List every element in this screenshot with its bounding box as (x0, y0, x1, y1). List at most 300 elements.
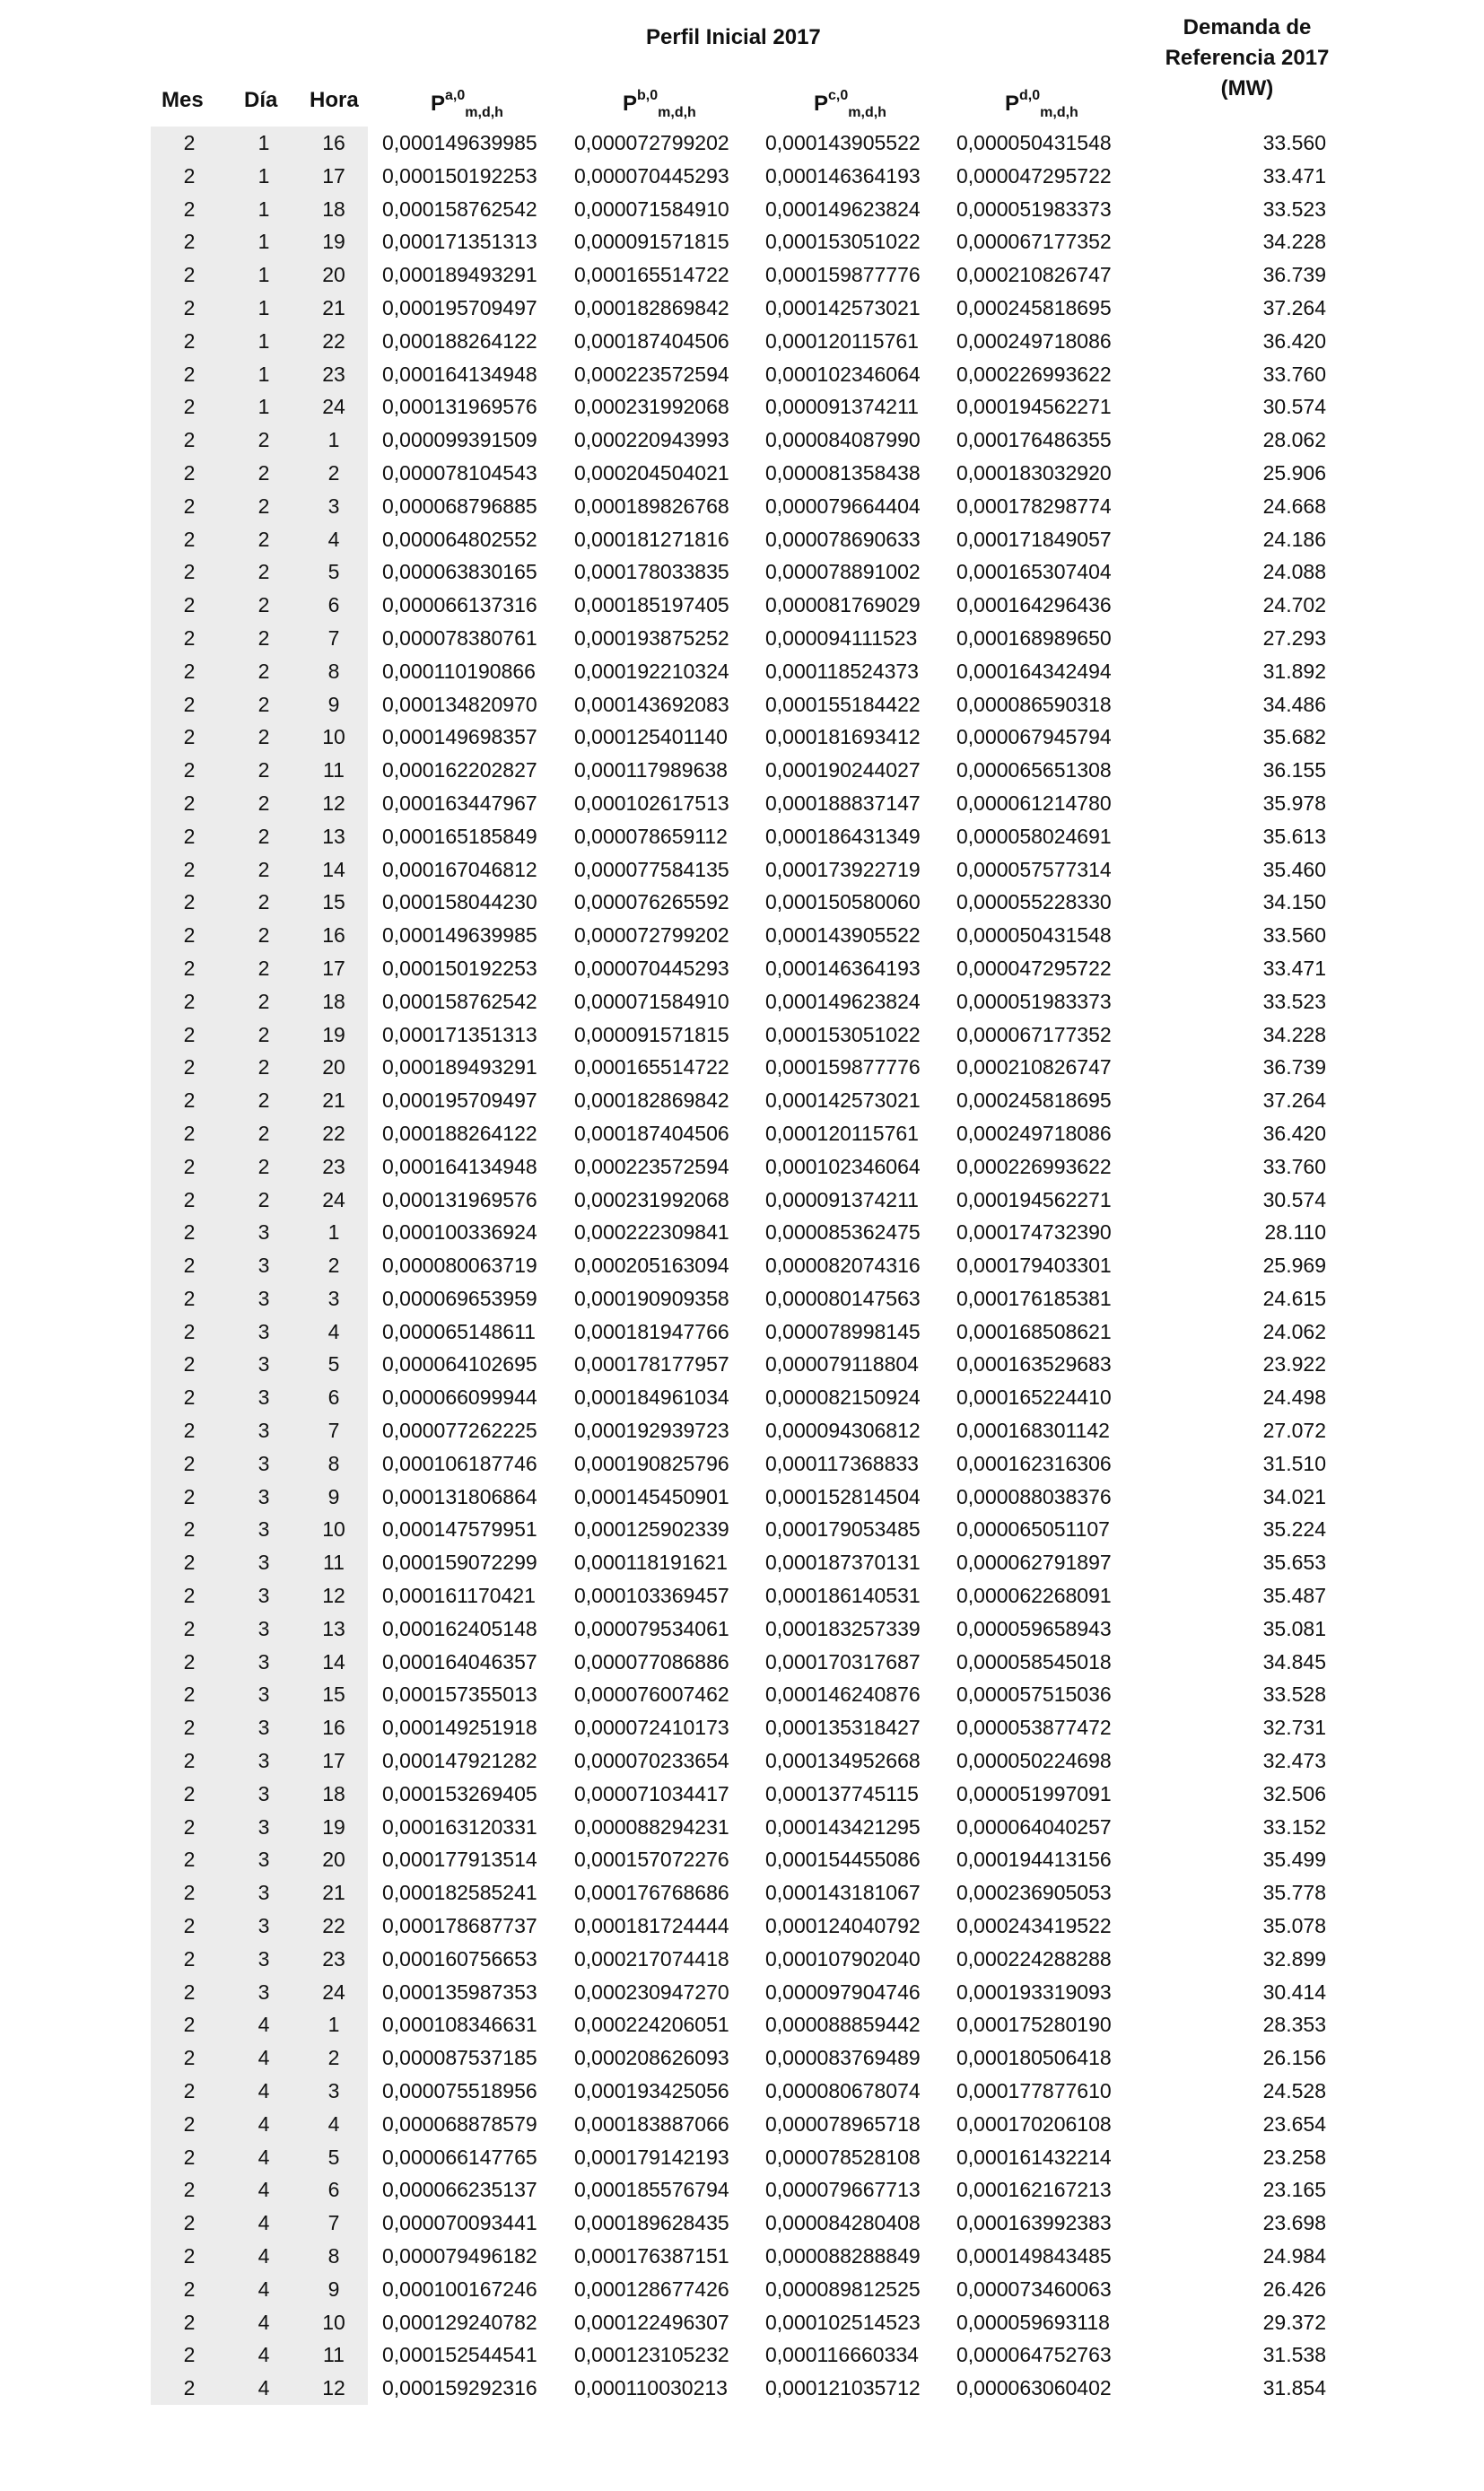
cell-pc: 0,000179053485 (765, 1517, 921, 1542)
cell-pc: 0,000146240876 (765, 1683, 921, 1707)
cell-pc: 0,000082150924 (765, 1385, 921, 1410)
cell-demanda: 24.088 (1262, 560, 1326, 584)
cell-pb: 0,000070233654 (574, 1749, 729, 1773)
cell-hora: 18 (300, 1778, 368, 1811)
cell-hora: 24 (300, 1976, 368, 2009)
cell-demanda: 23.258 (1262, 2145, 1326, 2169)
cell-demanda: 32.473 (1262, 1749, 1326, 1773)
p-subscript: m,d,h (658, 105, 696, 120)
cell-pc: 0,000181693412 (765, 725, 921, 749)
cell-hora: 13 (300, 820, 368, 853)
table-row (151, 1282, 1335, 1315)
cell-mes: 2 (151, 1646, 228, 1679)
cell-dia: 3 (228, 1447, 300, 1481)
cell-pb: 0,000178033835 (574, 560, 729, 584)
cell-pc: 0,000091374211 (765, 395, 919, 419)
cell-demanda: 25.906 (1262, 460, 1326, 485)
cell-mes: 2 (151, 1348, 228, 1381)
cell-mes: 2 (151, 258, 228, 292)
cell-pd: 0,000067177352 (956, 1022, 1112, 1046)
cell-hora: 9 (300, 688, 368, 721)
table-row (151, 490, 1335, 523)
cell-pb: 0,000103369457 (574, 1584, 729, 1608)
cell-hora: 16 (300, 919, 368, 952)
table-row (151, 1381, 1335, 1414)
cell-hora: 1 (300, 2008, 368, 2041)
cell-pb: 0,000071584910 (574, 197, 729, 221)
cell-mes: 2 (151, 1084, 228, 1117)
cell-mes: 2 (151, 1447, 228, 1481)
p-subscript: m,d,h (848, 105, 886, 120)
table-row (151, 292, 1335, 325)
cell-pa: 0,000157355013 (382, 1683, 537, 1707)
cell-demanda: 34.845 (1262, 1649, 1326, 1674)
table-row (151, 1744, 1335, 1778)
cell-dia: 2 (228, 985, 300, 1018)
cell-dia: 3 (228, 1348, 300, 1381)
cell-mes: 2 (151, 1481, 228, 1514)
p-superscript: c,0 (828, 88, 849, 103)
cell-demanda: 33.471 (1262, 163, 1326, 188)
cell-pc: 0,000120115761 (765, 1121, 919, 1145)
cell-pb: 0,000070445293 (574, 163, 729, 188)
cell-pd: 0,000067945794 (956, 725, 1112, 749)
cell-pd: 0,000059658943 (956, 1616, 1112, 1640)
cell-pc: 0,000183257339 (765, 1616, 921, 1640)
cell-hora: 19 (300, 225, 368, 258)
cell-pa: 0,000164046357 (382, 1649, 537, 1674)
cell-demanda: 24.984 (1262, 2244, 1326, 2268)
table-row (151, 457, 1335, 490)
cell-hora: 10 (300, 2306, 368, 2339)
cell-demanda: 35.487 (1262, 1584, 1326, 1608)
cell-pb: 0,000110030213 (574, 2376, 728, 2400)
cell-dia: 4 (228, 2306, 300, 2339)
cell-mes: 2 (151, 754, 228, 787)
cell-mes: 2 (151, 127, 228, 160)
cell-pd: 0,000063060402 (956, 2376, 1112, 2400)
cell-pa: 0,000147579951 (382, 1517, 537, 1542)
cell-pc: 0,000173922719 (765, 857, 921, 881)
cell-dia: 2 (228, 1184, 300, 1217)
column-header-hora: Hora (310, 88, 359, 112)
cell-pc: 0,000188837147 (765, 791, 921, 815)
cell-dia: 1 (228, 225, 300, 258)
cell-pc: 0,000150580060 (765, 890, 921, 914)
cell-pc: 0,000186431349 (765, 824, 921, 848)
cell-pb: 0,000088294231 (574, 1814, 729, 1839)
cell-mes: 2 (151, 1513, 228, 1546)
cell-pa: 0,000162202827 (382, 758, 537, 782)
cell-pa: 0,000131806864 (382, 1484, 537, 1508)
cell-pa: 0,000134820970 (382, 692, 537, 716)
cell-hora: 7 (300, 2207, 368, 2240)
table-row (151, 2338, 1335, 2372)
cell-pb: 0,000204504021 (574, 460, 729, 485)
demand-header (1122, 13, 1373, 104)
cell-pd: 0,000183032920 (956, 460, 1112, 485)
cell-pa: 0,000149639985 (382, 923, 537, 948)
cell-pd: 0,000249718086 (956, 1121, 1112, 1145)
cell-demanda: 35.778 (1262, 1881, 1326, 1905)
table-row (151, 1051, 1335, 1084)
table-row (151, 1018, 1335, 1052)
cell-pb: 0,000181724444 (574, 1914, 729, 1938)
cell-pc: 0,000080678074 (765, 2079, 921, 2103)
cell-pc: 0,000153051022 (765, 230, 921, 254)
cell-pa: 0,000149251918 (382, 1716, 537, 1740)
cell-pb: 0,000182869842 (574, 1088, 729, 1113)
cell-demanda: 24.186 (1262, 527, 1326, 551)
cell-pb: 0,000070445293 (574, 956, 729, 980)
cell-pa: 0,000147921282 (382, 1749, 537, 1773)
cell-pb: 0,000187404506 (574, 328, 729, 353)
cell-dia: 4 (228, 2075, 300, 2108)
cell-pd: 0,000051983373 (956, 989, 1112, 1013)
cell-pa: 0,000171351313 (382, 1022, 537, 1046)
cell-pc: 0,000094111523 (765, 625, 918, 650)
cell-mes: 2 (151, 390, 228, 424)
cell-pc: 0,000154455086 (765, 1848, 921, 1872)
cell-pa: 0,000159292316 (382, 2376, 537, 2400)
cell-hora: 6 (300, 1381, 368, 1414)
cell-demanda: 30.414 (1262, 1980, 1326, 2004)
cell-pd: 0,000149843485 (956, 2244, 1112, 2268)
cell-dia: 2 (228, 424, 300, 457)
table-row (151, 1117, 1335, 1150)
cell-pa: 0,000189493291 (382, 1055, 537, 1079)
cell-pa: 0,000158044230 (382, 890, 537, 914)
cell-mes: 2 (151, 457, 228, 490)
cell-pb: 0,000193875252 (574, 625, 729, 650)
cell-pa: 0,000108346631 (382, 2013, 537, 2037)
cell-pc: 0,000085362475 (765, 1220, 921, 1245)
cell-pb: 0,000189826768 (574, 494, 729, 518)
cell-dia: 3 (228, 1711, 300, 1744)
table-row (151, 523, 1335, 556)
table-row (151, 787, 1335, 820)
cell-pd: 0,000165307404 (956, 560, 1112, 584)
cell-hora: 23 (300, 358, 368, 391)
cell-pc: 0,000143905522 (765, 131, 921, 154)
cell-hora: 7 (300, 1414, 368, 1447)
cell-demanda: 33.523 (1262, 989, 1326, 1013)
cell-demanda: 31.510 (1262, 1451, 1326, 1475)
table-row (151, 1184, 1335, 1217)
table-row (151, 2041, 1335, 2075)
cell-pa: 0,000106187746 (382, 1451, 537, 1475)
cell-dia: 4 (228, 2008, 300, 2041)
cell-hora: 24 (300, 390, 368, 424)
table-row (151, 1876, 1335, 1910)
cell-demanda: 24.062 (1262, 1319, 1326, 1343)
table-row (151, 160, 1335, 193)
cell-hora: 3 (300, 490, 368, 523)
p-letter: P (1005, 92, 1020, 116)
cell-demanda: 24.615 (1262, 1286, 1326, 1310)
cell-pc: 0,000102346064 (765, 362, 921, 386)
cell-pb: 0,000208626093 (574, 2046, 729, 2070)
cell-hora: 10 (300, 1513, 368, 1546)
cell-pb: 0,000125902339 (574, 1517, 729, 1542)
cell-demanda: 34.150 (1262, 890, 1326, 914)
cell-dia: 3 (228, 1249, 300, 1282)
cell-hora: 23 (300, 1943, 368, 1976)
cell-pa: 0,000065148611 (382, 1319, 536, 1343)
cell-hora: 4 (300, 523, 368, 556)
cell-hora: 3 (300, 2075, 368, 2108)
table-row (151, 325, 1335, 358)
cell-pa: 0,000188264122 (382, 1121, 537, 1145)
cell-demanda: 33.471 (1262, 956, 1326, 980)
cell-pd: 0,000179403301 (956, 1254, 1112, 1278)
cell-pc: 0,000084280408 (765, 2211, 921, 2235)
cell-pc: 0,000159877776 (765, 263, 921, 287)
cell-demanda: 23.165 (1262, 2178, 1326, 2202)
cell-pc: 0,000155184422 (765, 692, 921, 716)
table-row (151, 655, 1335, 688)
cell-dia: 3 (228, 1678, 300, 1711)
table-row (151, 1976, 1335, 2009)
cell-demanda: 28.110 (1264, 1220, 1326, 1245)
cell-demanda: 35.653 (1262, 1551, 1326, 1575)
cell-pb: 0,000184961034 (574, 1385, 729, 1410)
cell-pb: 0,000071584910 (574, 989, 729, 1013)
table-row (151, 1414, 1335, 1447)
cell-dia: 2 (228, 1018, 300, 1052)
cell-pb: 0,000220943993 (574, 428, 729, 452)
cell-pd: 0,000194562271 (956, 395, 1112, 419)
cell-demanda: 33.528 (1262, 1683, 1326, 1707)
cell-pd: 0,000236905053 (956, 1881, 1112, 1905)
table-row (151, 1249, 1335, 1282)
cell-mes: 2 (151, 1117, 228, 1150)
cell-pc: 0,000143905522 (765, 923, 921, 948)
cell-demanda: 33.560 (1262, 131, 1326, 154)
data-table-body (151, 127, 1335, 2405)
cell-dia: 3 (228, 1646, 300, 1679)
cell-pd: 0,000162316306 (956, 1451, 1112, 1475)
cell-mes: 2 (151, 886, 228, 919)
cell-dia: 2 (228, 1117, 300, 1150)
cell-pc: 0,000081769029 (765, 593, 921, 617)
cell-pa: 0,000066235137 (382, 2178, 537, 2202)
cell-demanda: 27.293 (1262, 625, 1326, 650)
table-row (151, 1579, 1335, 1613)
cell-mes: 2 (151, 1282, 228, 1315)
table-row (151, 390, 1335, 424)
cell-pa: 0,000158762542 (382, 197, 537, 221)
cell-dia: 2 (228, 589, 300, 622)
cell-pd: 0,000163992383 (956, 2211, 1112, 2235)
cell-mes: 2 (151, 985, 228, 1018)
cell-mes: 2 (151, 1843, 228, 1876)
cell-pa: 0,000066147765 (382, 2145, 537, 2169)
cell-mes: 2 (151, 1876, 228, 1910)
cell-mes: 2 (151, 1381, 228, 1414)
cell-pd: 0,000088038376 (956, 1484, 1112, 1508)
cell-demanda: 36.739 (1262, 1055, 1326, 1079)
cell-dia: 2 (228, 1150, 300, 1184)
cell-pc: 0,000083769489 (765, 2046, 921, 2070)
cell-pd: 0,000051983373 (956, 197, 1112, 221)
cell-mes: 2 (151, 1414, 228, 1447)
cell-hora: 14 (300, 1646, 368, 1679)
cell-demanda: 32.899 (1262, 1946, 1326, 1971)
cell-pa: 0,000189493291 (382, 263, 537, 287)
cell-mes: 2 (151, 2273, 228, 2306)
cell-pb: 0,000071034417 (574, 1781, 729, 1805)
cell-pb: 0,000181271816 (574, 527, 729, 551)
cell-hora: 6 (300, 2173, 368, 2207)
cell-pd: 0,000164342494 (956, 659, 1112, 683)
cell-mes: 2 (151, 2372, 228, 2405)
cell-hora: 22 (300, 1910, 368, 1943)
cell-mes: 2 (151, 1711, 228, 1744)
p-letter: P (814, 92, 829, 116)
cell-dia: 4 (228, 2240, 300, 2273)
cell-pa: 0,000100336924 (382, 1220, 537, 1245)
cell-hora: 4 (300, 2108, 368, 2141)
cell-pd: 0,000064752763 (956, 2343, 1112, 2367)
cell-demanda: 32.506 (1262, 1781, 1326, 1805)
cell-dia: 2 (228, 754, 300, 787)
cell-dia: 3 (228, 1778, 300, 1811)
cell-hora: 19 (300, 1811, 368, 1844)
cell-dia: 3 (228, 1876, 300, 1910)
cell-dia: 2 (228, 1051, 300, 1084)
cell-demanda: 27.072 (1262, 1419, 1326, 1443)
p-superscript: a,0 (445, 88, 466, 103)
cell-pa: 0,000087537185 (382, 2046, 537, 2070)
cell-dia: 1 (228, 292, 300, 325)
p-superscript: d,0 (1019, 88, 1041, 103)
cell-pb: 0,000117989638 (574, 758, 728, 782)
cell-hora: 22 (300, 1117, 368, 1150)
table-row (151, 1910, 1335, 1943)
cell-hora: 2 (300, 2041, 368, 2075)
cell-pc: 0,000079118804 (765, 1352, 919, 1377)
cell-dia: 3 (228, 1414, 300, 1447)
cell-dia: 2 (228, 457, 300, 490)
cell-pa: 0,000161170421 (382, 1584, 536, 1608)
cell-mes: 2 (151, 292, 228, 325)
cell-pb: 0,000205163094 (574, 1254, 729, 1278)
cell-demanda: 35.499 (1262, 1848, 1326, 1872)
cell-pc: 0,000152814504 (765, 1484, 921, 1508)
cell-pb: 0,000128677426 (574, 2277, 729, 2301)
cell-pd: 0,000245818695 (956, 295, 1112, 319)
cell-demanda: 37.264 (1262, 1088, 1326, 1113)
cell-mes: 2 (151, 1579, 228, 1613)
cell-demanda: 28.353 (1262, 2013, 1326, 2037)
cell-pb: 0,000189628435 (574, 2211, 729, 2235)
cell-hora: 11 (300, 1546, 368, 1579)
cell-hora: 15 (300, 886, 368, 919)
cell-dia: 4 (228, 2141, 300, 2174)
cell-pb: 0,000079534061 (574, 1616, 729, 1640)
cell-dia: 2 (228, 886, 300, 919)
cell-pd: 0,000164296436 (956, 593, 1112, 617)
cell-pc: 0,000102514523 (765, 2310, 921, 2334)
cell-mes: 2 (151, 2108, 228, 2141)
cell-pa: 0,000129240782 (382, 2310, 537, 2334)
cell-dia: 3 (228, 1216, 300, 1249)
cell-pb: 0,000122496307 (574, 2310, 729, 2334)
cell-pc: 0,000190244027 (765, 758, 921, 782)
cell-demanda: 36.739 (1262, 263, 1326, 287)
table-row (151, 1315, 1335, 1349)
table-row (151, 1150, 1335, 1184)
cell-hora: 2 (300, 457, 368, 490)
table-row (151, 2108, 1335, 2141)
cell-demanda: 23.922 (1262, 1352, 1326, 1377)
cell-hora: 5 (300, 555, 368, 589)
table-row (151, 985, 1335, 1018)
cell-hora: 21 (300, 292, 368, 325)
cell-mes: 2 (151, 325, 228, 358)
cell-pc: 0,000094306812 (765, 1419, 921, 1443)
cell-pd: 0,000176486355 (956, 428, 1112, 452)
cell-pc: 0,000146364193 (765, 163, 921, 188)
cell-dia: 3 (228, 1282, 300, 1315)
cell-pc: 0,000078528108 (765, 2145, 921, 2169)
cell-demanda: 36.155 (1262, 758, 1326, 782)
cell-dia: 2 (228, 688, 300, 721)
cell-pa: 0,000163120331 (382, 1814, 537, 1839)
cell-demanda: 34.021 (1262, 1484, 1326, 1508)
table-row (151, 853, 1335, 887)
cell-pb: 0,000165514722 (574, 1055, 729, 1079)
cell-hora: 11 (300, 2338, 368, 2372)
cell-pc: 0,000081358438 (765, 460, 921, 485)
cell-pb: 0,000123105232 (574, 2343, 729, 2367)
cell-pb: 0,000230947270 (574, 1980, 729, 2004)
cell-pd: 0,000226993622 (956, 362, 1112, 386)
cell-pa: 0,000066099944 (382, 1385, 537, 1410)
cell-pc: 0,000078998145 (765, 1319, 921, 1343)
cell-mes: 2 (151, 1678, 228, 1711)
cell-demanda: 37.264 (1262, 295, 1326, 319)
cell-dia: 1 (228, 127, 300, 160)
cell-pa: 0,000075518956 (382, 2079, 537, 2103)
cell-pa: 0,000078380761 (382, 625, 537, 650)
cell-pc: 0,000117368833 (765, 1451, 919, 1475)
cell-demanda: 36.420 (1262, 1121, 1326, 1145)
cell-pc: 0,000149623824 (765, 197, 921, 221)
cell-pa: 0,000066137316 (382, 593, 537, 617)
cell-dia: 3 (228, 1943, 300, 1976)
cell-mes: 2 (151, 1184, 228, 1217)
cell-demanda: 35.081 (1262, 1616, 1326, 1640)
table-row (151, 1678, 1335, 1711)
cell-pd: 0,000067177352 (956, 230, 1112, 254)
cell-pa: 0,000064802552 (382, 527, 537, 551)
cell-mes: 2 (151, 1546, 228, 1579)
table-row (151, 1843, 1335, 1876)
cell-pc: 0,000078891002 (765, 560, 921, 584)
cell-dia: 4 (228, 2338, 300, 2372)
table-row (151, 358, 1335, 391)
table-row (151, 1711, 1335, 1744)
cell-pa: 0,000152544541 (382, 2343, 537, 2367)
cell-hora: 8 (300, 655, 368, 688)
cell-demanda: 24.528 (1262, 2079, 1326, 2103)
cell-pb: 0,000179142193 (574, 2145, 729, 2169)
cell-demanda: 25.969 (1262, 1254, 1326, 1278)
table-row (151, 820, 1335, 853)
cell-pa: 0,000077262225 (382, 1419, 537, 1443)
